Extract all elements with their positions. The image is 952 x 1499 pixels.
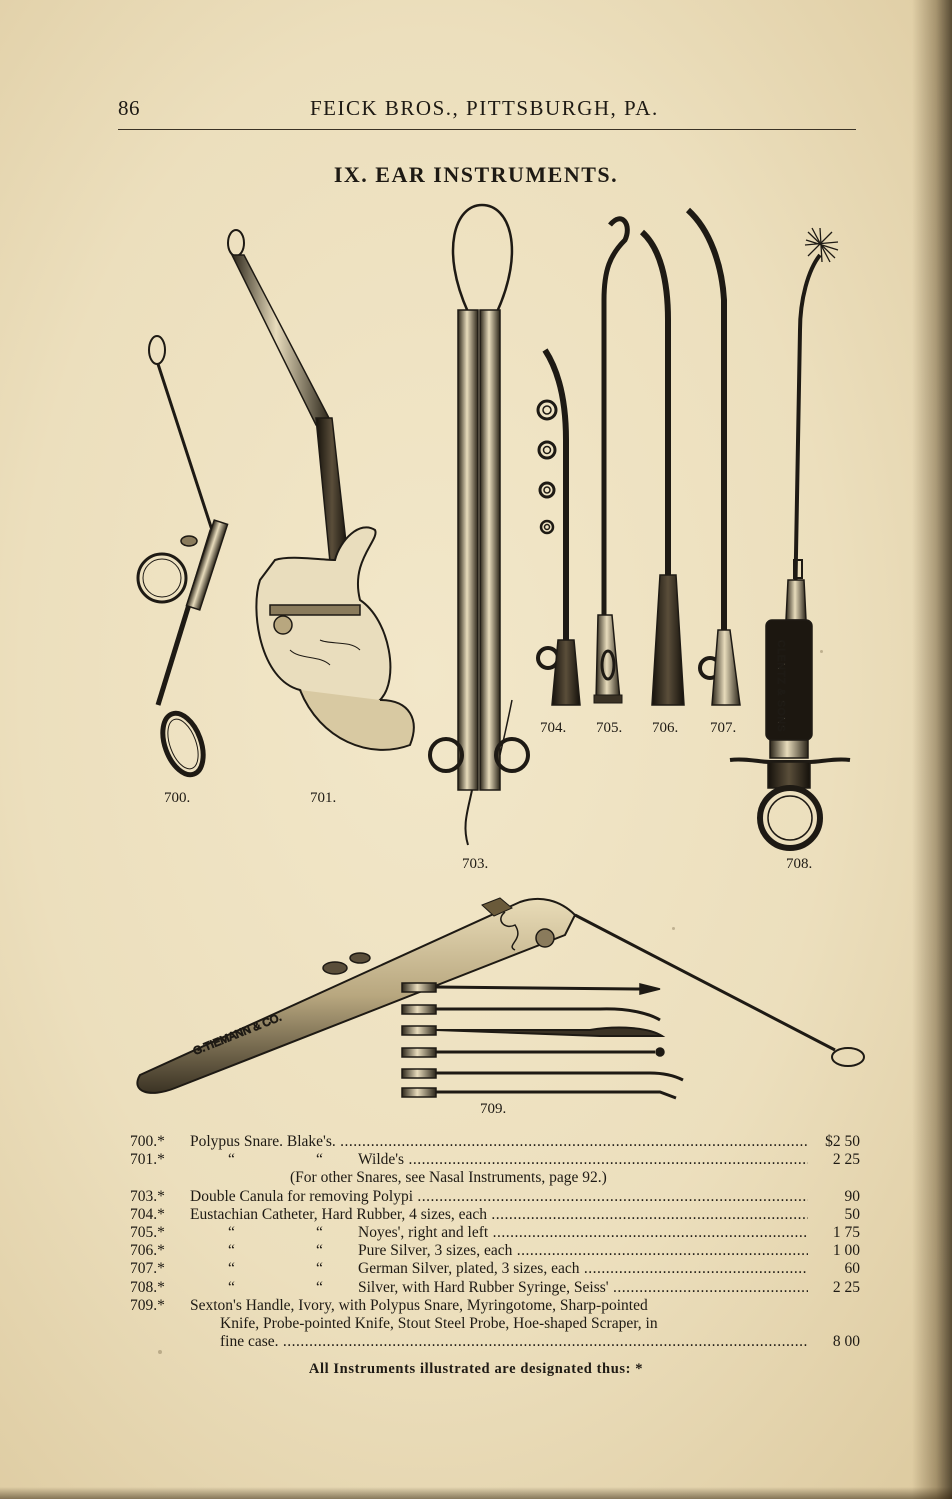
figure-705-noyes-catheter — [594, 219, 627, 703]
paper-speck — [820, 650, 823, 653]
figure-label-701: 701. — [310, 790, 337, 806]
figure-label-703: 703. — [462, 856, 489, 872]
ditto-mark: “ — [228, 1223, 235, 1241]
figure-707-german-silver-catheter — [688, 210, 740, 705]
item-number: 705.* — [130, 1223, 165, 1241]
ditto-mark: “ — [228, 1278, 235, 1296]
figure-label-704: 704. — [540, 720, 567, 736]
item-description: Silver, with Hard Rubber Syringe, Seiss' ..... — [358, 1279, 808, 1297]
item-description-continued: fine case. ..... — [220, 1333, 808, 1351]
item-number: 704.* — [130, 1205, 165, 1223]
ditto-mark: “ — [316, 1223, 323, 1241]
item-description: German Silver, plated, 3 sizes, each ..... — [358, 1260, 808, 1278]
price-row-700 — [130, 1133, 860, 1151]
item-description: Noyes', right and left ..... — [358, 1224, 808, 1242]
figure-703-double-canula — [430, 205, 528, 845]
price-row-701 — [130, 1151, 860, 1169]
figure-label-707: 707. — [710, 720, 737, 736]
item-number: 701.* — [130, 1151, 165, 1169]
ditto-mark: “ — [316, 1151, 323, 1169]
item-price: 90 — [844, 1187, 860, 1205]
figure-label-705: 705. — [596, 720, 623, 736]
item-number: 700.* — [130, 1133, 165, 1150]
price-row-708 — [130, 1279, 860, 1297]
item-price: 50 — [844, 1205, 860, 1223]
item-price: 60 — [844, 1260, 860, 1278]
item-description: Sexton's Handle, Ivory, with Polypus Snare, Myringotome, Sharp-pointed — [190, 1296, 648, 1314]
ditto-mark: “ — [228, 1260, 235, 1278]
item-price: 1 00 — [832, 1242, 860, 1260]
handle-maker-mark: G.TIEMANN & CO. — [191, 1011, 284, 1058]
page-number: 86 — [118, 96, 140, 120]
figure-label-706: 706. — [652, 720, 679, 736]
figure-label-700: 700. — [164, 790, 191, 806]
item-description: Wilde's ..... — [358, 1151, 808, 1169]
paper-speck — [158, 1350, 162, 1354]
item-number: 706.* — [130, 1242, 165, 1260]
price-note — [130, 1169, 860, 1187]
catheter-size-rings — [538, 401, 556, 533]
page-gutter-shadow — [912, 0, 952, 1499]
ditto-mark: “ — [228, 1151, 235, 1169]
brush-tip — [805, 228, 838, 262]
item-description: Double Canula for removing Polypi ..... — [190, 1188, 808, 1206]
header-title: FEICK BROS., PITTSBURGH, PA. — [310, 96, 659, 120]
figure-709-sextons-handle — [137, 898, 864, 1098]
item-price: 2 25 — [832, 1278, 860, 1296]
item-price: 2 25 — [832, 1151, 860, 1169]
syringe-maker-mark: CLENTZ & SONS — [775, 640, 786, 733]
item-number: 708.* — [130, 1278, 165, 1296]
page-bottom-shadow — [0, 1487, 952, 1499]
footer-note: All Instruments illustrated are designated thus: * — [308, 1361, 644, 1377]
item-description-continued: Knife, Probe-pointed Knife, Stout Steel Probe, Hoe-shaped Scraper, in — [220, 1314, 658, 1332]
item-description: Polypus Snare. Blake's. ..... — [190, 1133, 808, 1151]
item-price: $2 50 — [825, 1133, 860, 1150]
figure-label-708: 708. — [786, 856, 813, 872]
figure-label-709: 709. — [480, 1101, 507, 1117]
price-row-704 — [130, 1206, 860, 1224]
price-list — [130, 1133, 860, 1351]
item-description: Eustachian Catheter, Hard Rubber, 4 sizes, each ..... — [190, 1206, 808, 1224]
handle-blades — [402, 983, 683, 1098]
item-description: Pure Silver, 3 sizes, each ..... — [358, 1242, 808, 1260]
figure-708-catheter-syringe — [730, 228, 850, 848]
item-price: 1 75 — [832, 1223, 860, 1241]
figure-700-blakes-snare — [138, 336, 228, 780]
ditto-mark: “ — [316, 1278, 323, 1296]
ditto-mark: “ — [228, 1242, 235, 1260]
price-row-709-final — [130, 1333, 860, 1351]
item-number: 703.* — [130, 1187, 165, 1205]
item-price: 8 00 — [832, 1333, 860, 1351]
price-row-709-continued — [130, 1315, 860, 1333]
price-row-706 — [130, 1242, 860, 1260]
price-row-703 — [130, 1188, 860, 1206]
price-row-705 — [130, 1224, 860, 1242]
item-number: 709.* — [130, 1296, 165, 1314]
price-row-707 — [130, 1260, 860, 1278]
paper-speck — [672, 927, 675, 930]
figure-706-silver-catheter — [642, 232, 684, 705]
ditto-mark: “ — [316, 1260, 323, 1278]
ditto-mark: “ — [316, 1242, 323, 1260]
item-number: 707.* — [130, 1260, 165, 1278]
figure-701-wildes-snare — [228, 230, 414, 750]
section-title: IX. EAR INSTRUMENTS. — [333, 162, 619, 187]
note-text: (For other Snares, see Nasal Instruments, page 92.) — [290, 1169, 607, 1187]
price-row-709 — [130, 1297, 860, 1315]
